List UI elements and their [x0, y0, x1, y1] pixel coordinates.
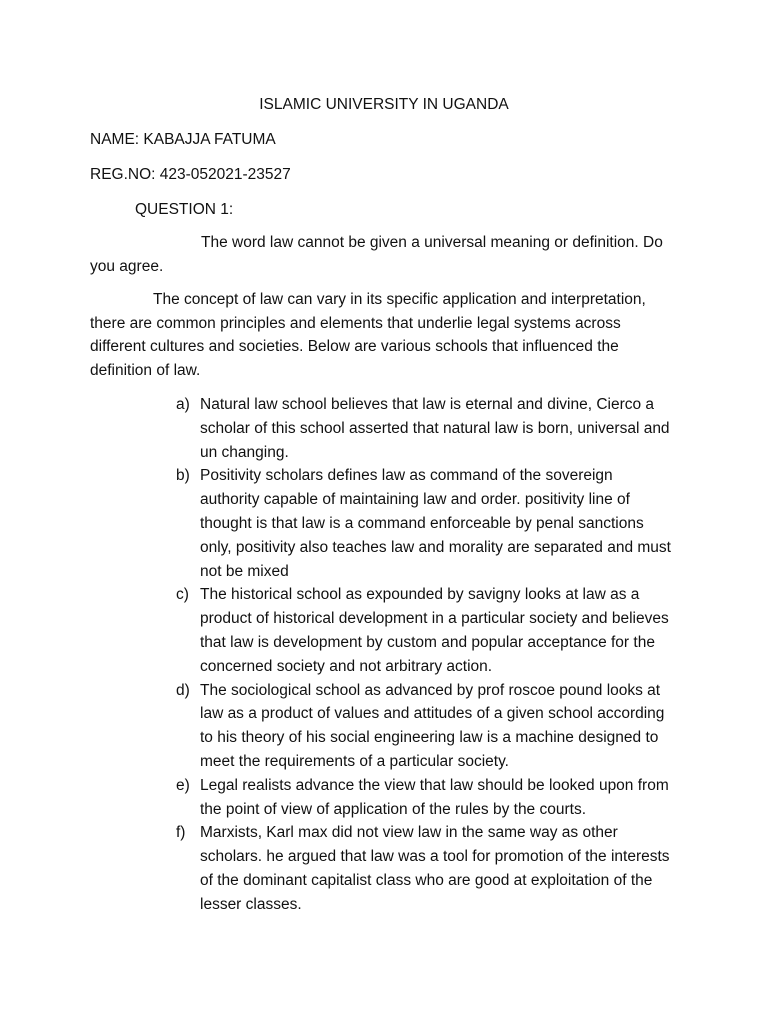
list-item	[176, 679, 676, 774]
schools-list	[176, 393, 676, 917]
registration-number-line: REG.NO: 423-052021-23527	[90, 166, 291, 183]
list-item	[176, 583, 676, 678]
list-item	[176, 393, 676, 464]
list-item-text: Natural law school believes that law is eternal and divine, Cierco a scholar of this school asserted that natural law is born, universal and un changing.	[200, 396, 670, 461]
question-text: The word law cannot be given a universal meaning or definition. Do you agree.	[90, 234, 663, 275]
list-item-marker: e)	[176, 776, 190, 794]
document-title: ISLAMIC UNIVERSITY IN UGANDA	[259, 96, 509, 113]
list-item	[176, 821, 676, 916]
list-item-marker: b)	[176, 467, 190, 485]
question-heading: QUESTION 1:	[135, 201, 234, 218]
list-item-marker: a)	[176, 396, 190, 413]
list-item-text: The sociological school as advanced by prof roscoe pound looks at law as a product of values and attitudes of a given school according to his theory of his social engineering law is a machine designed to meet the requirements of a particular society.	[200, 681, 665, 770]
list-item	[176, 464, 676, 583]
list-item-text: Positivity scholars defines law as command of the sovereign authority capable of maintaining law and order. positivity line of thought is that law is a command enforceable by penal sanctions only, positivity also teaches law and morality are separated and must not be mixed	[200, 467, 671, 580]
list-item-marker: f)	[176, 824, 186, 842]
list-item-text: Legal realists advance the view that law should be looked upon from the point of view of application of the rules by the courts.	[200, 776, 669, 818]
list-item-marker: c)	[176, 586, 189, 604]
student-name-line: NAME: KABAJJA FATUMA	[90, 131, 276, 148]
intro-paragraph: The concept of law can vary in its specific application and interpretation, there are common principles and elements that underlie legal systems across different cultures and societies. Below are various schools that influenced the definition of law.	[90, 291, 646, 379]
list-item-text: Marxists, Karl max did not view law in the same way as other scholars. he argued that law was a tool for promotion of the interests of the dominant capitalist class who are good at exploitation of the lesser classes.	[200, 824, 670, 913]
list-item-text: The historical school as expounded by savigny looks at law as a product of historical development in a particular society and believes that law is development by custom and popular acceptance for the concerned society and not arbitrary action.	[200, 586, 669, 675]
list-item-marker: d)	[176, 681, 190, 699]
list-item	[176, 774, 676, 822]
